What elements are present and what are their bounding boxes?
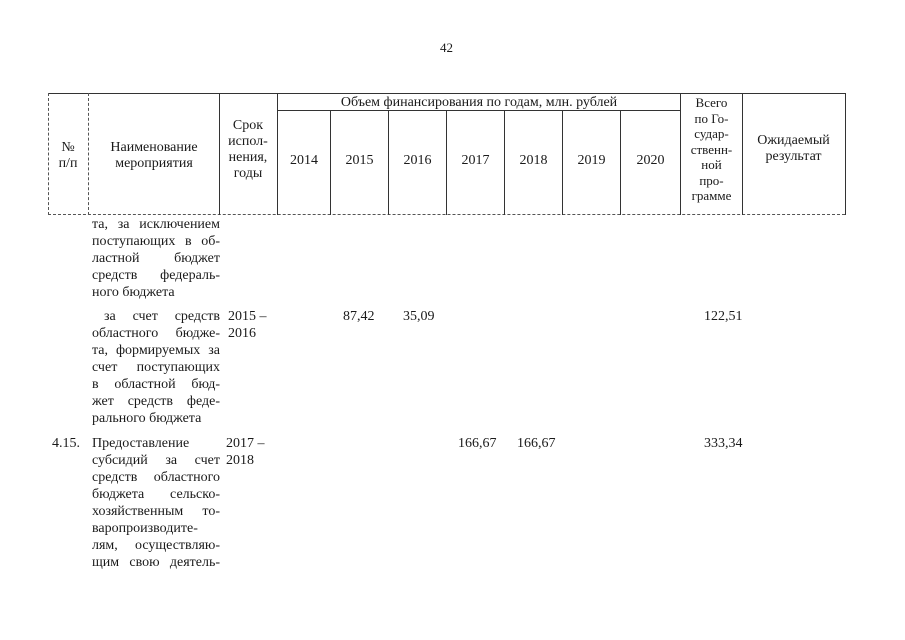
row3-name-line: хозяйственным то- — [92, 504, 220, 519]
header-year-2017: 2017 — [461, 153, 490, 168]
row3-value-2017: 166,67 — [458, 436, 497, 451]
header-total-text: Всего по Го- судар- ственн- ной про- грамме — [690, 95, 733, 203]
row3-term-line: 2018 — [226, 453, 254, 468]
row3-name-line: Предоставление — [92, 436, 190, 451]
row2-term — [228, 308, 276, 342]
row1-name-line: ластной бюджет — [92, 251, 220, 266]
row2-name — [92, 308, 220, 427]
header-funding-title — [279, 95, 679, 111]
row1-name-line: та, за исключением — [92, 217, 220, 232]
row3-name-line: варопроизводите- — [92, 521, 198, 536]
header-name-text: Наименование мероприятия — [110, 140, 198, 171]
header-year-2015: 2015 — [345, 153, 374, 168]
row3-no: 4.15. — [52, 436, 80, 451]
row3-term-line: 2017 – — [226, 436, 265, 451]
header-year-2019: 2019 — [577, 153, 606, 168]
row1-name — [92, 216, 220, 301]
header-year-2014: 2014 — [290, 153, 318, 168]
row3-name-line: средств областного — [92, 470, 220, 485]
row2-name-line: в областной бюд- — [92, 377, 220, 392]
header-year-2018: 2018 — [519, 153, 548, 168]
header-year-2016: 2016 — [403, 153, 432, 168]
header-name — [90, 140, 218, 172]
header-no — [50, 140, 86, 172]
row3-total: 333,34 — [704, 436, 743, 451]
row1-name-line: средств федераль- — [92, 268, 220, 283]
header-funding-title-text: Объем финансирования по годам, млн. рублей — [340, 95, 618, 110]
header-term — [220, 118, 276, 182]
header-year-2020: 2020 — [636, 153, 665, 168]
row2-name-line: областного бюдже- — [92, 326, 220, 341]
page-number: 42 — [440, 40, 453, 55]
header-no-text: № п/п — [58, 140, 78, 171]
row3-name-line: бюджета сельско- — [92, 487, 220, 502]
row2-term-line: 2015 – — [228, 309, 267, 324]
row3-name-line: субсидий за счет — [92, 453, 220, 468]
row3-value-2018: 166,67 — [517, 436, 556, 451]
header-result-text: Ожидаемый результат — [757, 133, 830, 164]
row2-name-line: рального бюджета — [92, 411, 202, 426]
row1-name-line: поступающих в об- — [92, 234, 220, 249]
row2-name-line: та, формируемых за — [92, 343, 220, 358]
row2-name-line: счет поступающих — [92, 360, 220, 375]
row3-name — [92, 435, 220, 571]
row2-value-2016: 35,09 — [403, 309, 435, 324]
row2-name-line: за счет средств — [104, 309, 220, 324]
row3-name-line: лям, осуществляю- — [92, 538, 220, 553]
row3-term — [226, 435, 274, 469]
row3-name-line: щим свою деятель- — [92, 555, 220, 570]
row2-total: 122,51 — [704, 309, 743, 324]
header-result — [743, 133, 844, 165]
row2-value-2015: 87,42 — [343, 309, 375, 324]
row2-term-line: 2016 — [228, 326, 256, 341]
row1-name-line: ного бюджета — [92, 285, 175, 300]
row2-name-line: жет средств феде- — [92, 394, 220, 409]
header-term-text: Срок испол- нения, годы — [228, 118, 268, 181]
header-total — [681, 95, 742, 204]
